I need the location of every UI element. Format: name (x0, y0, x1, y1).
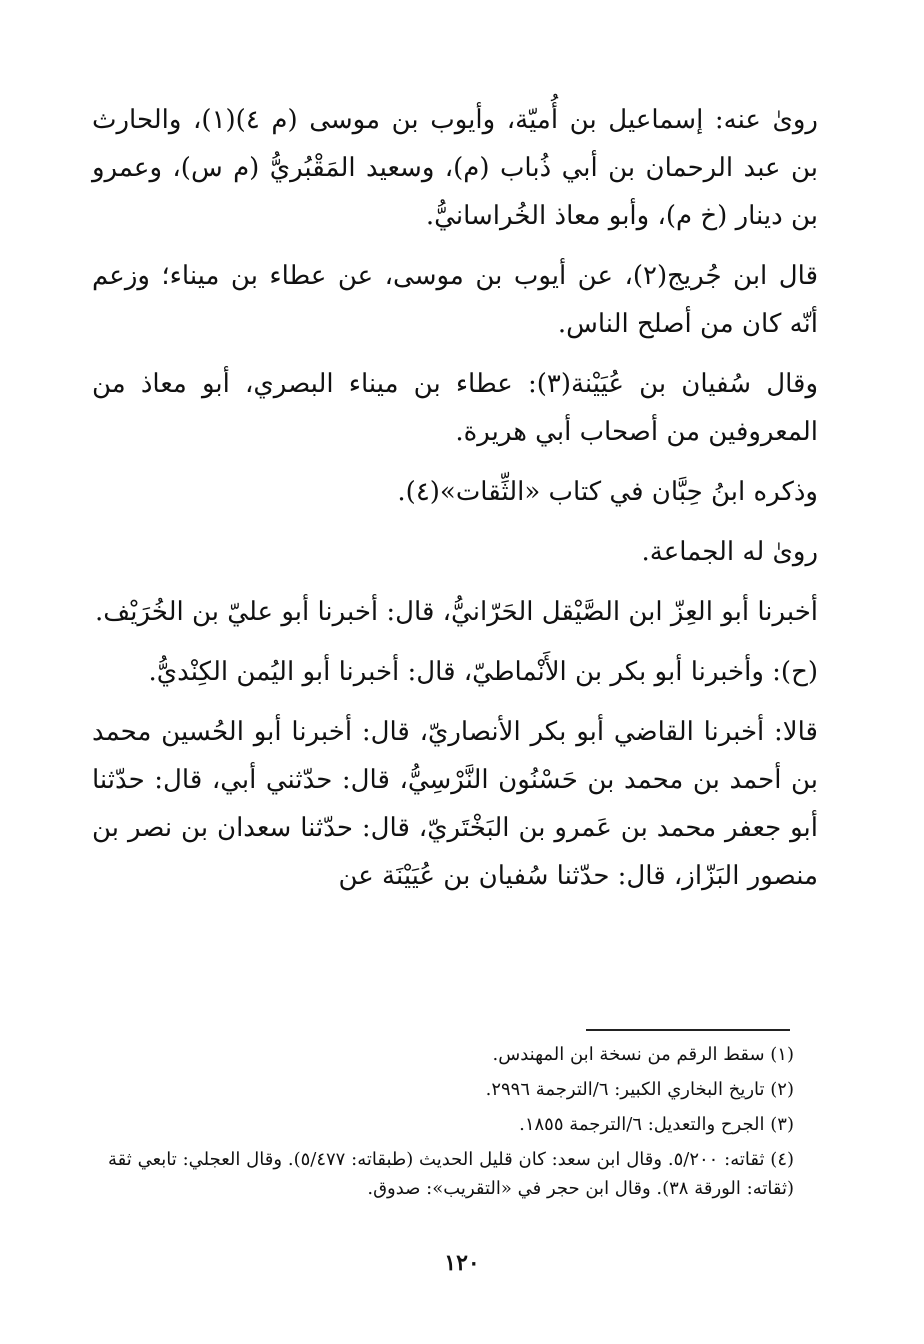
footnotes (108, 1040, 794, 1209)
footnote-3: (٣) الجرح والتعديل: ٦/الترجمة ١٨٥٥. (519, 1114, 794, 1135)
footnote-4: (٤) ثقاته: ٥/٢٠٠. وقال ابن سعد: كان قليل الحديث (طبقاته: ٥/٤٧٧). وقال العجلي: تابعي ثقة (ثقاته: الورقة ٣٨). وقال ابن حجر في «التقريب»: صدوق. (108, 1149, 795, 1199)
footnote-1: (١) سقط الرقم من نسخة ابن المهندس. (492, 1044, 794, 1065)
paragraph-ibn-hibban: وذكره ابنُ حِبَّان في كتاب «الثِّقات»(٤). (397, 477, 818, 507)
paragraph-narrators: رویٰ عنه: إسماعيل بن أُميّة، وأيوب بن موسى (م ٤)(١)، والحارث بن عبد الرحمان بن أبي ذُباب (م)، وسعيد المَقْبُريُّ (م س)، وعمرو بن دينار (خ م)، وأبو معاذ الخُراسانيُّ. (92, 105, 818, 231)
footnote-2: (٢) تاريخ البخاري الكبير: ٦/الترجمة ٢٩٩٦. (485, 1079, 794, 1100)
paragraph-isnad-1: أخبرنا أبو العِزّ ابن الصَّيْقل الحَرّانيُّ، قال: أخبرنا أبو عليّ بن الخُرَيْف. (95, 597, 818, 627)
paragraph-isnad-2: (ح): وأخبرنا أبو بكر بن الأَنْماطيّ، قال: أخبرنا أبو اليُمن الكِنْديُّ. (148, 657, 818, 687)
footnote-divider (586, 1029, 790, 1031)
paragraph-isnad-3: قالا: أخبرنا القاضي أبو بكر الأنصاريّ، قال: أخبرنا أبو الحُسين محمد بن أحمد بن محمد بن حَسْنُون النَّرْسِيُّ، قال: حدّثني أبي، قال: حدّثنا أبو جعفر محمد بن عَمرو بن البَخْتَريّ، قال: حدّثنا سعدان بن نصر بن منصور البَزّاز، قال: حدّثنا سُفيان بن عُيَيْنَة عن (92, 717, 818, 891)
paragraph-jamaa: رویٰ له الجماعة. (641, 537, 818, 567)
page-number: ١٢٠ (444, 1250, 480, 1276)
main-text (92, 96, 818, 912)
paragraph-sufyan: وقال سُفيان بن عُيَيْنة(٣): عطاء بن ميناء البصري، أبو معاذ من المعروفين من أصحاب أبي هريرة. (92, 369, 818, 447)
paragraph-ibn-jurayj: قال ابن جُريج(٢)، عن أيوب بن موسى، عن عطاء بن ميناء؛ وزعم أنّه كان من أصلح الناس. (92, 261, 818, 339)
